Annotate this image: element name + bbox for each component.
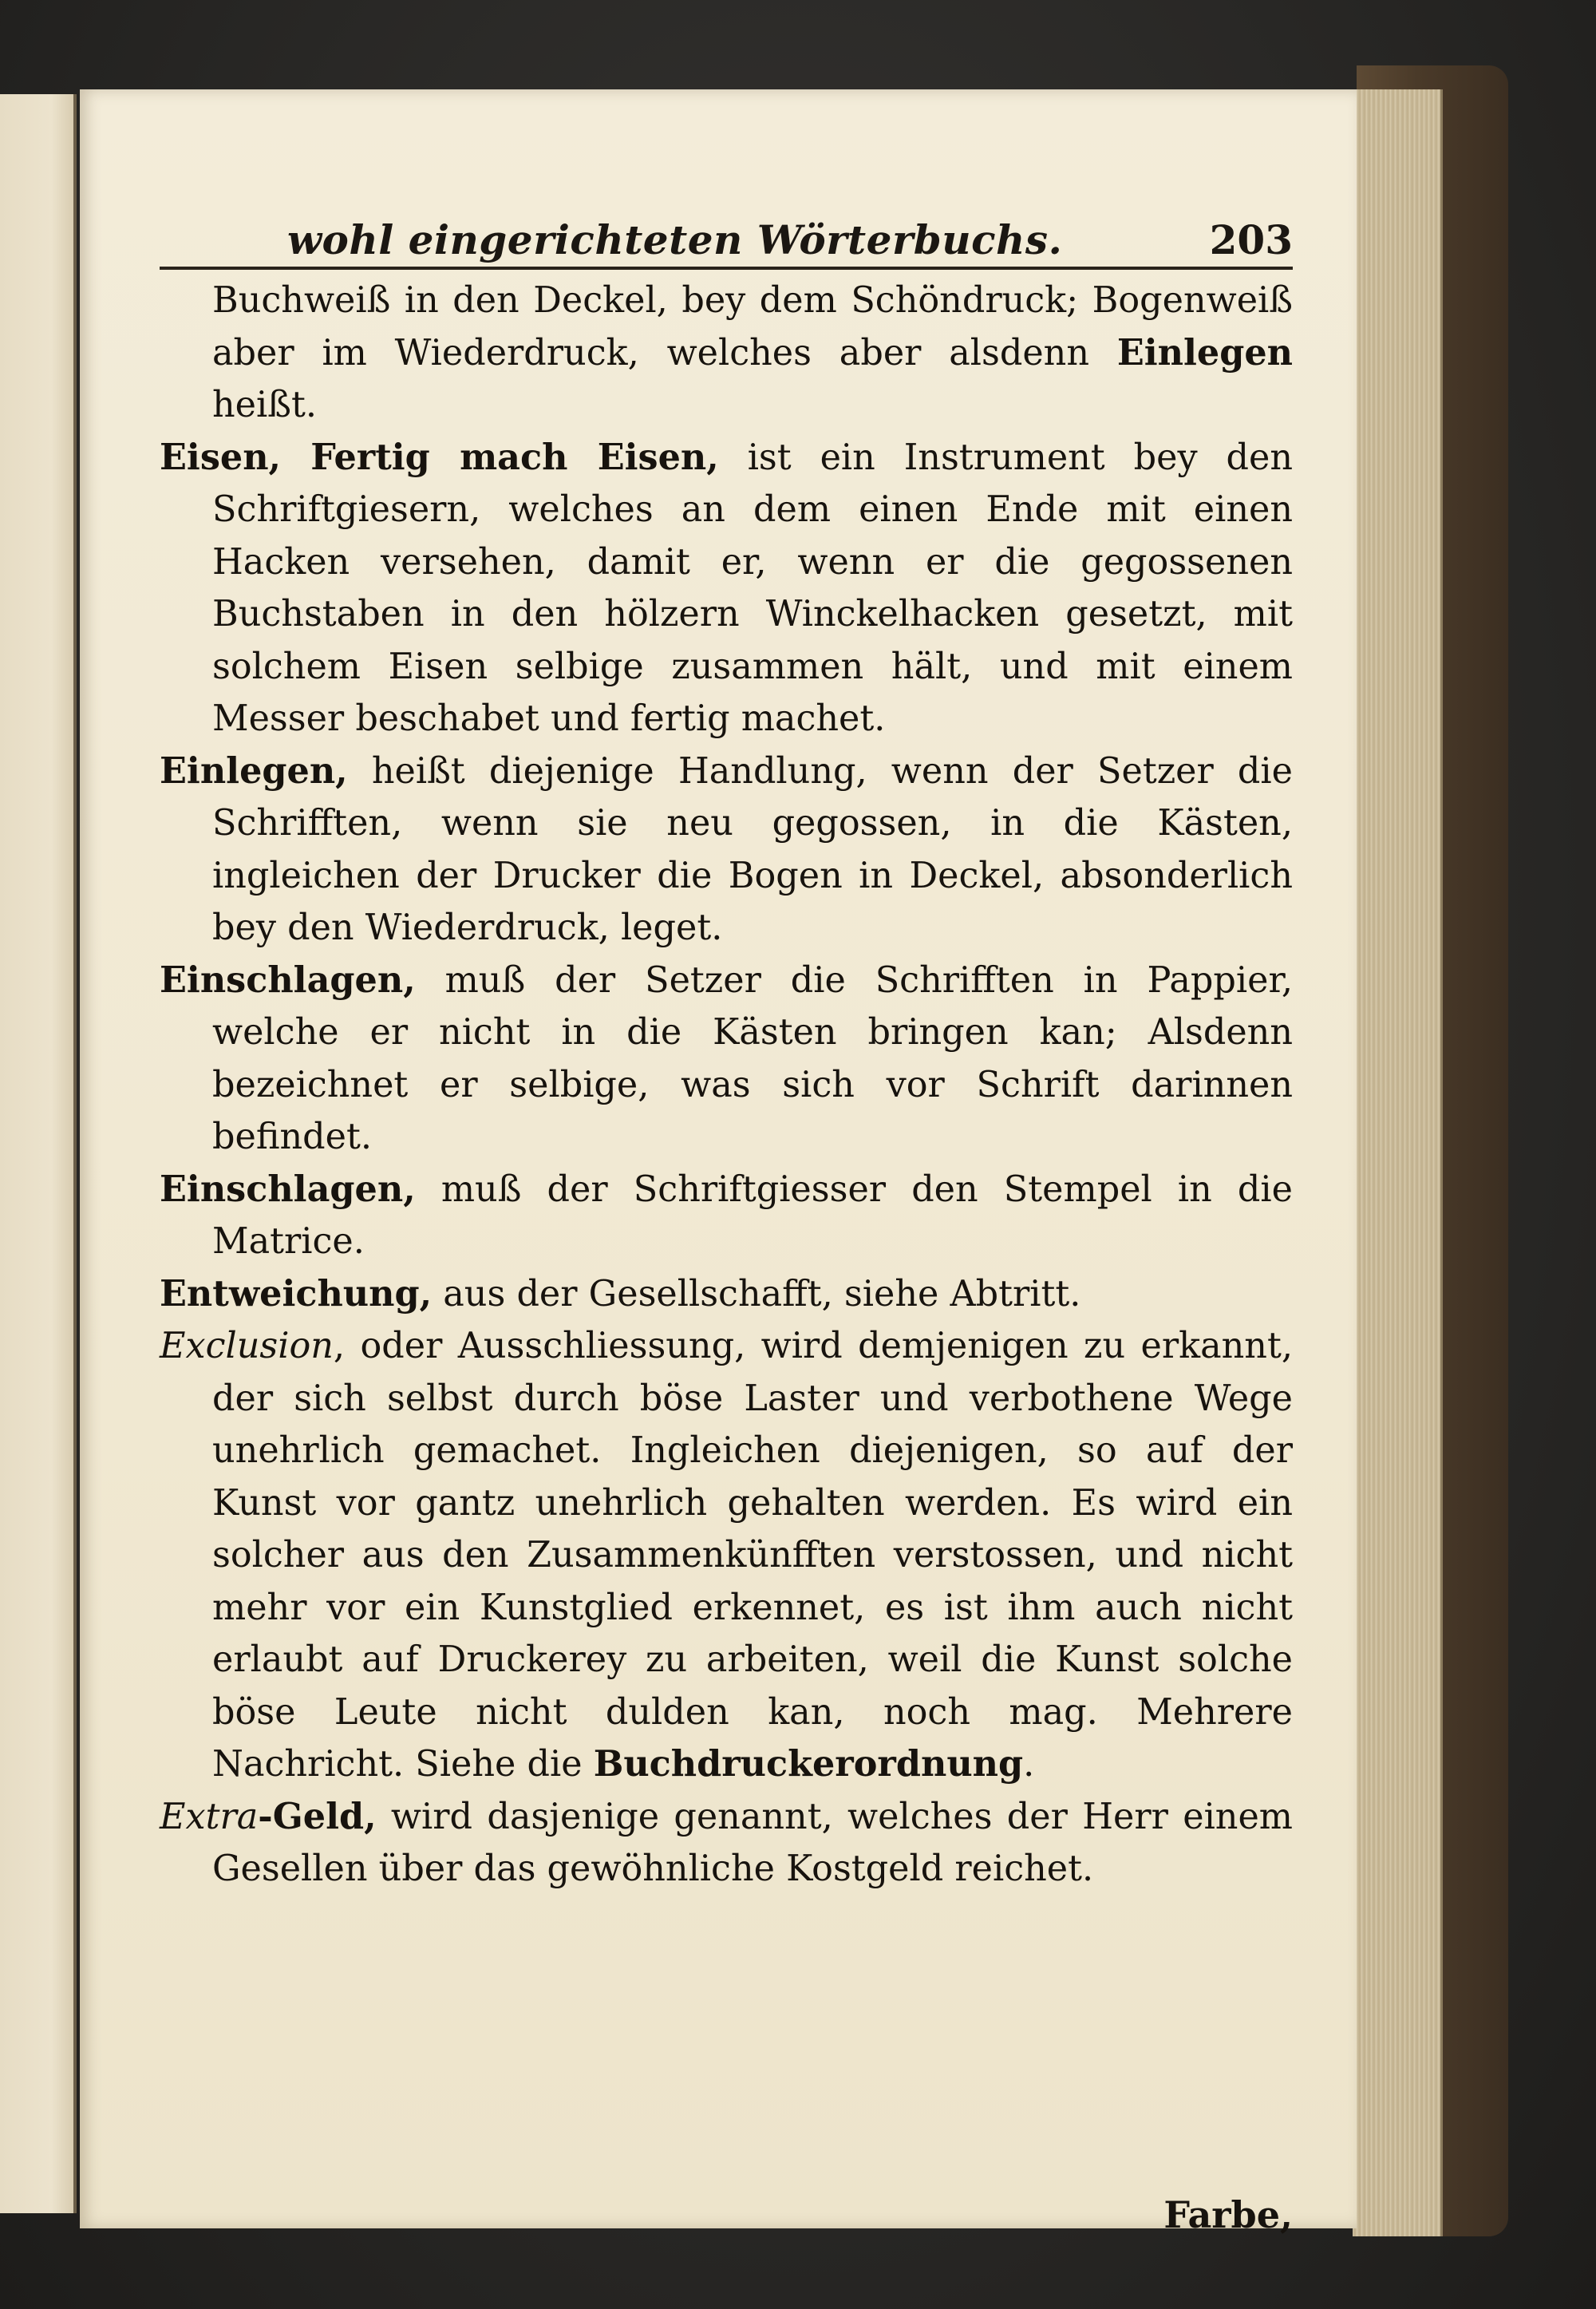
entry-lemma: Entweichung,: [160, 1272, 433, 1315]
facing-page-edge: [0, 94, 77, 2213]
entry-einschlagen-setzer: [160, 955, 1293, 1164]
entry-exclusion: [160, 1320, 1293, 1791]
inline-term: Einlegen: [1116, 331, 1293, 374]
catchword: Farbe,: [1163, 2193, 1293, 2236]
header-rule: [160, 267, 1293, 270]
book-page: [80, 89, 1357, 2236]
entry-lemma-latin: Extra: [160, 1796, 259, 1837]
entry-einlegen: [160, 745, 1293, 955]
entry-text: muß der Setzer die Schrifften in Pappier, welche er nicht in die Kästen bringen kan; Alsdenn bezeichnet er selbige, was sich vor Schrift darinnen befindet.: [212, 959, 1293, 1157]
entry-lemma: Eisen, Fertig mach Eisen,: [160, 436, 719, 478]
page-number: 203: [1209, 216, 1293, 263]
entry-text: ist ein Instrument bey den Schriftgiesern, welches an dem einen Ende mit einen Hacken versehen, damit er, wenn er die gegossenen Buchstaben in den hölzern Winckelhacken gesetzt, mit solchem Eisen selbige zusammen hält, und mit einem Messer beschabet und fertig machet.: [212, 437, 1293, 739]
entry-text: wird dasjenige genannt, welches der Herr einem Gesellen über das gewöhnliche Kostgeld reichet.: [212, 1796, 1293, 1889]
page-fore-edge: [1353, 89, 1443, 2236]
entry-extra-geld: [160, 1791, 1293, 1896]
entry-text: muß der Schriftgiesser den Stempel in die Matrice.: [212, 1168, 1293, 1262]
entry-entweichung: [160, 1268, 1293, 1321]
entry-text: Buchweiß in den Deckel, bey dem Schöndruck; Bogenweiß aber im Wiederdruck, welches aber alsdenn: [212, 280, 1293, 374]
entry-text-after: .: [1023, 1744, 1035, 1785]
entry-text: , oder Ausschliessung, wird demjenigen zu erkannt, der sich selbst durch böse Laster und verbothene Wege unehrlich gemachet. Ingleichen diejenigen, so auf der Kunst vor gantz unehrlich gehalten werden. Es wird ein solcher aus den Zusammenkünfften verstossen, und nicht mehr vor ein Kunstglied erkennet, es ist ihm auch nicht erlaubt auf Druckerey zu arbeiten, weil die Kunst solche böse Leute nicht dulden kan, noch mag. Mehrere Nachricht. Siehe die: [212, 1326, 1293, 1785]
entry-eisen: [160, 432, 1293, 745]
dictionary-text: [160, 275, 1293, 1896]
entry-lemma: Einschlagen,: [160, 1168, 416, 1210]
inline-term: Buchdruckerordnung: [593, 1743, 1024, 1785]
entry-einschlagen-giesser: [160, 1164, 1293, 1268]
entry-text-after: heißt.: [212, 385, 317, 425]
entry-lemma: Einlegen,: [160, 749, 348, 792]
running-head: wohl eingerichteten Wörterbuchs.: [287, 216, 1063, 263]
entry-continuation: [160, 275, 1293, 432]
entry-text: aus der Gesellschafft, siehe Abtritt.: [432, 1273, 1081, 1315]
page-header: [287, 192, 1293, 263]
entry-lemma-latin: Exclusion: [160, 1326, 334, 1366]
entry-lemma: -Geld,: [258, 1795, 377, 1837]
entry-text: heißt diejenige Handlung, wenn der Setzer die Schrifften, wenn sie neu gegossen, in die Kästen, ingleichen der Drucker die Bogen in Deckel, absonderlich bey den Wiederdruck, leget.: [212, 750, 1293, 948]
entry-lemma: Einschlagen,: [160, 959, 416, 1001]
